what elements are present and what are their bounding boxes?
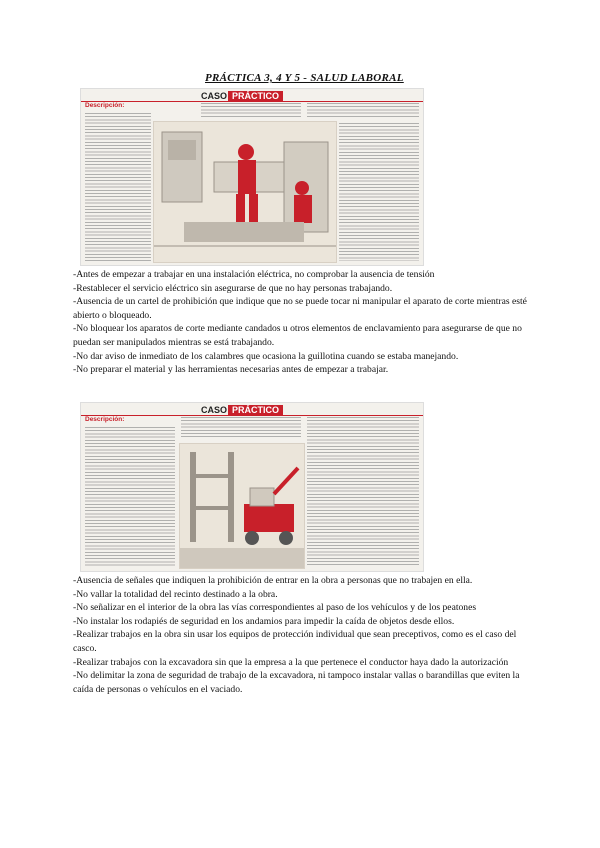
text-column-top-2 — [307, 103, 419, 119]
header-rule — [81, 101, 423, 102]
text-column-top — [201, 103, 301, 119]
findings-list-2 — [73, 574, 528, 696]
list-item: -Realizar trabajos con la excavadora sin que la empresa a la que pertenece el conductor haya dado la autorización — [73, 656, 509, 668]
findings-list-1 — [73, 268, 528, 377]
list-item: -No bloquear los aparatos de corte mediante candados u otros elementos de enclavamiento para asegurarse de que no puedan ser manipulados mientras se está trabajando. — [73, 323, 522, 348]
case-header-left: CASO — [201, 91, 228, 101]
list-item: -No dar aviso de inmediato de los calambres que ocasiona la guillotina cuando se estaba manejando. — [73, 350, 459, 362]
list-item: -Restablecer el servicio eléctrico sin asegurarse de que no hay personas trabajando. — [73, 282, 393, 294]
electrical-scene-icon — [154, 122, 336, 262]
list-item: -No vallar la totalidad del recinto destinado a la obra. — [73, 588, 278, 600]
page-title: PRÁCTICA 3, 4 Y 5 - SALUD LABORAL — [205, 72, 404, 84]
case-header-right: PRÁCTICO — [228, 405, 283, 415]
list-item: -Ausencia de señales que indiquen la prohibición de entrar en la obra a personas que no trabajen en ella. — [73, 575, 473, 586]
list-item: -Antes de empezar a trabajar en una instalación eléctrica, no comprobar la ausencia de tensión — [73, 269, 435, 280]
list-item: -No delimitar la zona de seguridad de trabajo de la excavadora, ni tampoco instalar vallas o barandillas que eviten la caída de personas o vehículos en el vaciado. — [73, 670, 520, 695]
list-item: -No preparar el material y las herramientas necesarias antes de empezar a trabajar. — [73, 364, 389, 376]
case-study-figure-2 — [80, 402, 424, 572]
description-label: Descripción: — [85, 416, 125, 423]
case-study-figure-1 — [80, 88, 424, 266]
case-header — [201, 405, 283, 415]
list-item: -Realizar trabajos en la obra sin usar los equipos de protección individual que sean preceptivos, como es el caso del casco. — [73, 629, 517, 654]
illustration-construction — [179, 443, 305, 569]
text-column-top — [181, 417, 301, 439]
text-column-3 — [339, 123, 419, 261]
illustration-electrical — [153, 121, 337, 263]
case-header-right: PRÁCTICO — [228, 91, 283, 101]
header-rule — [81, 415, 423, 416]
text-column-1 — [85, 427, 175, 567]
text-column-1 — [85, 113, 151, 261]
case-header — [201, 91, 283, 101]
description-label: Descripción: — [85, 102, 125, 109]
text-column-3 — [307, 417, 419, 567]
construction-scene-icon — [180, 444, 304, 568]
list-item: -No instalar los rodapiés de seguridad en los andamios para impedir la caída de objetos desde ellos. — [73, 615, 455, 627]
list-item: -No señalizar en el interior de la obra las vías correspondientes al paso de los vehículos y de los peatones — [73, 602, 477, 614]
case-header-left: CASO — [201, 405, 228, 415]
list-item: -Ausencia de un cartel de prohibición que indique que no se puede tocar ni manipular el aparato de corte mientras esté abierto o bloqueado. — [73, 296, 527, 321]
